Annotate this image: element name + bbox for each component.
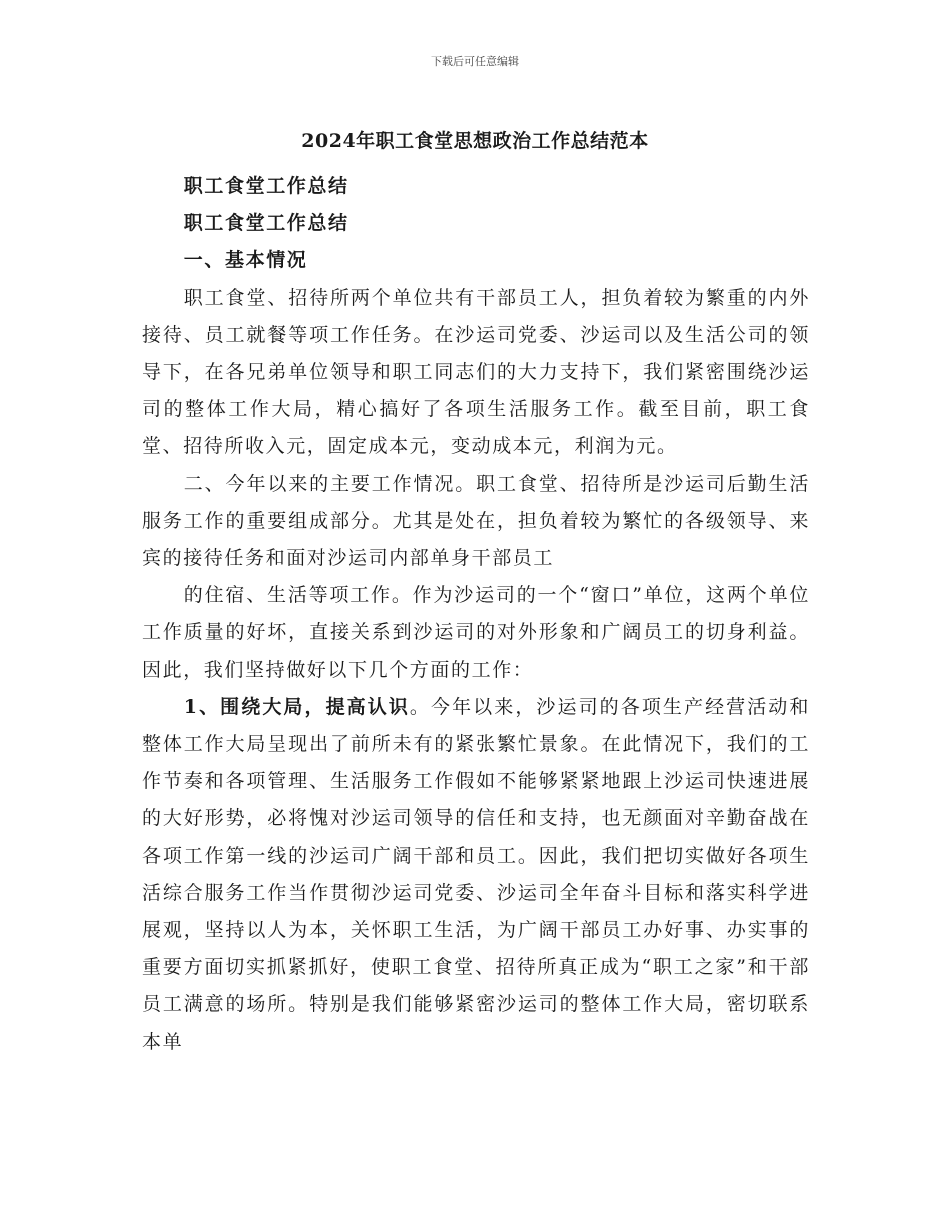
heading-2: 职工食堂工作总结 [183, 212, 349, 235]
paragraph-2: 二、今年以来的主要工作情况。职工食堂、招待所是沙运司后勤生活服务工作的重要组成部分。尤其是处在，担负着较为繁忙的各级领导、来宾的接待任务和面对沙运司内部单身干部员工 [142, 472, 810, 570]
document-title: 2024年职工食堂思想政治工作总结范本 [301, 130, 649, 152]
paragraph-1: 职工食堂、招待所两个单位共有干部员工人，担负着较为繁重的内外接待、员工就餐等项工作任务。在沙运司党委、沙运司以及生活公司的领导下，在各兄弟单位领导和职工同志们的大力支持下，我们紧密围绕沙运司的整体工作大局，精心搞好了各项生活服务工作。截至目前，职工食堂、招待所收入元，固定成本元，变动成本元，利润为元。 [142, 286, 810, 458]
paragraph-4-lead: 1、围绕大局，提高认识 [183, 695, 410, 718]
paragraph-4-text: 。今年以来，沙运司的各项生产经营活动和整体工作大局呈现出了前所未有的紧张繁忙景象。在此情况下，我们的工作节奏和各项管理、生活服务工作假如不能够紧紧地跟上沙运司快速进展的大好形势，必将愧对沙运司领导的信任和支持，也无颜面对辛勤奋战在各项工作第一线的沙运司广阔干部和员工。因此，我们把切实做好各项生活综合服务工作当作贯彻沙运司党委、沙运司全年奋斗目标和落实科学进展观，坚持以人为本，关怀职工生活，为广阔干部员工办好事、办实事的重要方面切实抓紧抓好，使职工食堂、招待所真正成为“职工之家”和干部员工满意的场所。特别是我们能够紧密沙运司的整体工作大局，密切联系本单 [142, 695, 810, 1053]
paragraph-3: 的住宿、生活等项工作。作为沙运司的一个“窗口”单位，这两个单位工作质量的好坏，直接关系到沙运司的对外形象和广阔员工的切身利益。因此，我们坚持做好以下几个方面的工作： [142, 584, 810, 681]
document-body [142, 168, 810, 1061]
section-1-heading: 一、基本情况 [183, 249, 308, 272]
running-header: 下载后可任意编辑 [431, 55, 519, 68]
paragraph-4 [142, 689, 810, 1061]
heading-1: 职工食堂工作总结 [183, 175, 349, 197]
